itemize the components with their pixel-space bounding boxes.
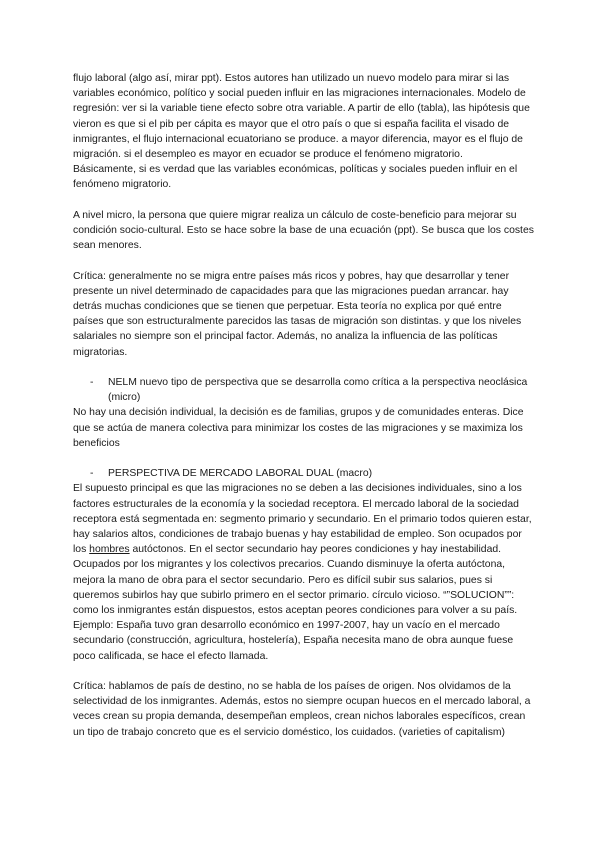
paragraph-regression-model: flujo laboral (algo así, mirar ppt). Estos autores han utilizado un nuevo modelo para mirar si las variables económico, político y social pueden influir en las migraciones internacionales. Modelo de regresión: ver si la variable tiene efecto sobre otra variable. A partir de ello (tabla), las hipótesis que vieron es que si el pib per cápita es mayor que el otro país o que si españa facilita el visado de inmigrantes, el flujo internacional ecuatoriano se produce. a mayor diferencia, mayor es el flujo de migración. si el desempleo es mayor en ecuador se produce el fenómeno migratorio.: [73, 73, 530, 161]
paragraph-dual-market-part1: El supuesto principal es que las migraciones no se deben a las decisiones individuales, sino a los factores estructurales de la economía y la sociedad receptora. El mercado laboral de la sociedad receptora está segmentada en: segmento primario y secundario. En el primario todos quieren estar, hay salarios altos, condiciones de trabajo buenas y hay estabilidad de empleo. Son ocupados por los: [73, 483, 532, 556]
paragraph-spacer: [73, 664, 535, 679]
paragraph-critique-dual-market: Crítica: hablamos de país de destino, no se habla de los países de origen. Nos olvidamos de la selectividad de los inmigrantes. Además, estos no siempre ocupan huecos en el mercado laboral, a veces crean su propia demanda, desempeñan empleos, crean nichos laborales específicos, crean un tipo de trabajo concreto que es el servicio doméstico, los cuidados. (varieties of capitalism): [73, 681, 531, 738]
bullet-dash: -: [90, 377, 94, 389]
paragraph-dual-market-part2: autóctonos. En el sector secundario hay peores condiciones y hay inestabilidad. Ocupados por los migrantes y los colectivos precarios. Cuando disminuye la oferta autóctona, mejora la mano de obra para el sector secundario. Pero es difícil subir sus salarios, pues si queremos subirlos hay que subirlo primero en el sector primario. círculo vicioso. “”SOLUCION””: como los inmigrantes están dispuestos, estos aceptan peores condiciones para volver a su país. Ejemplo: España tuvo gran desarrollo económico en 1997-2007, hay un vacío en el mercado secundario (construcción, agricultura, hostelería), España necesita mano de obra aunque fuese poco calificada, se hace el efecto llamada.: [73, 544, 518, 662]
paragraph-spacer: [73, 451, 535, 466]
paragraph-summary: Básicamente, si es verdad que las variables económicas, políticas y sociales pueden influir en el fenómeno migratorio.: [73, 164, 518, 191]
paragraph-spacer: [73, 193, 535, 208]
paragraph-spacer: [73, 253, 535, 268]
paragraph-nelm: No hay una decisión individual, la decisión es de familias, grupos y de comunidades enteras. Dice que se actúa de manera colectiva para minimizar los costes de las migraciones y se maximiza los beneficios: [73, 407, 524, 449]
paragraph-dual-market: [73, 481, 535, 663]
document-page: [73, 71, 535, 740]
paragraph-critique-neoclassical: Crítica: generalmente no se migra entre países más ricos y pobres, hay que desarrollar y tener presente un nivel determinado de capacidades para que las migraciones puedan arrancar. hay detrás muchas condiciones que se tienen que perpetuar. Esta teoría no explica por qué entre países que son estructuralmente parecidos las tasas de migración son distintas. y que los niveles salariales no siempre son el principal factor. Además, no analiza la influencia de las políticas migratorias.: [73, 270, 522, 358]
paragraph-spacer: [73, 360, 535, 375]
bullet-item-dual-market: [73, 466, 535, 481]
paragraph-micro-level: A nivel micro, la persona que quiere migrar realiza un cálculo de coste-beneficio para mejorar su condición socio-cultural. Esto se hace sobre la base de una ecuación (ppt). Se busca que los costes sean menores.: [73, 209, 534, 252]
bullet-dash: -: [90, 468, 94, 480]
bullet-text-nelm: NELM nuevo tipo de perspectiva que se desarrolla como crítica a la perspectiva neoclásica (micro): [108, 377, 528, 404]
bullet-item-nelm: [73, 375, 535, 405]
hombres-link[interactable]: hombres: [89, 544, 130, 556]
bullet-text-dual-market: PERSPECTIVA DE MERCADO LABORAL DUAL (macro): [108, 468, 373, 480]
